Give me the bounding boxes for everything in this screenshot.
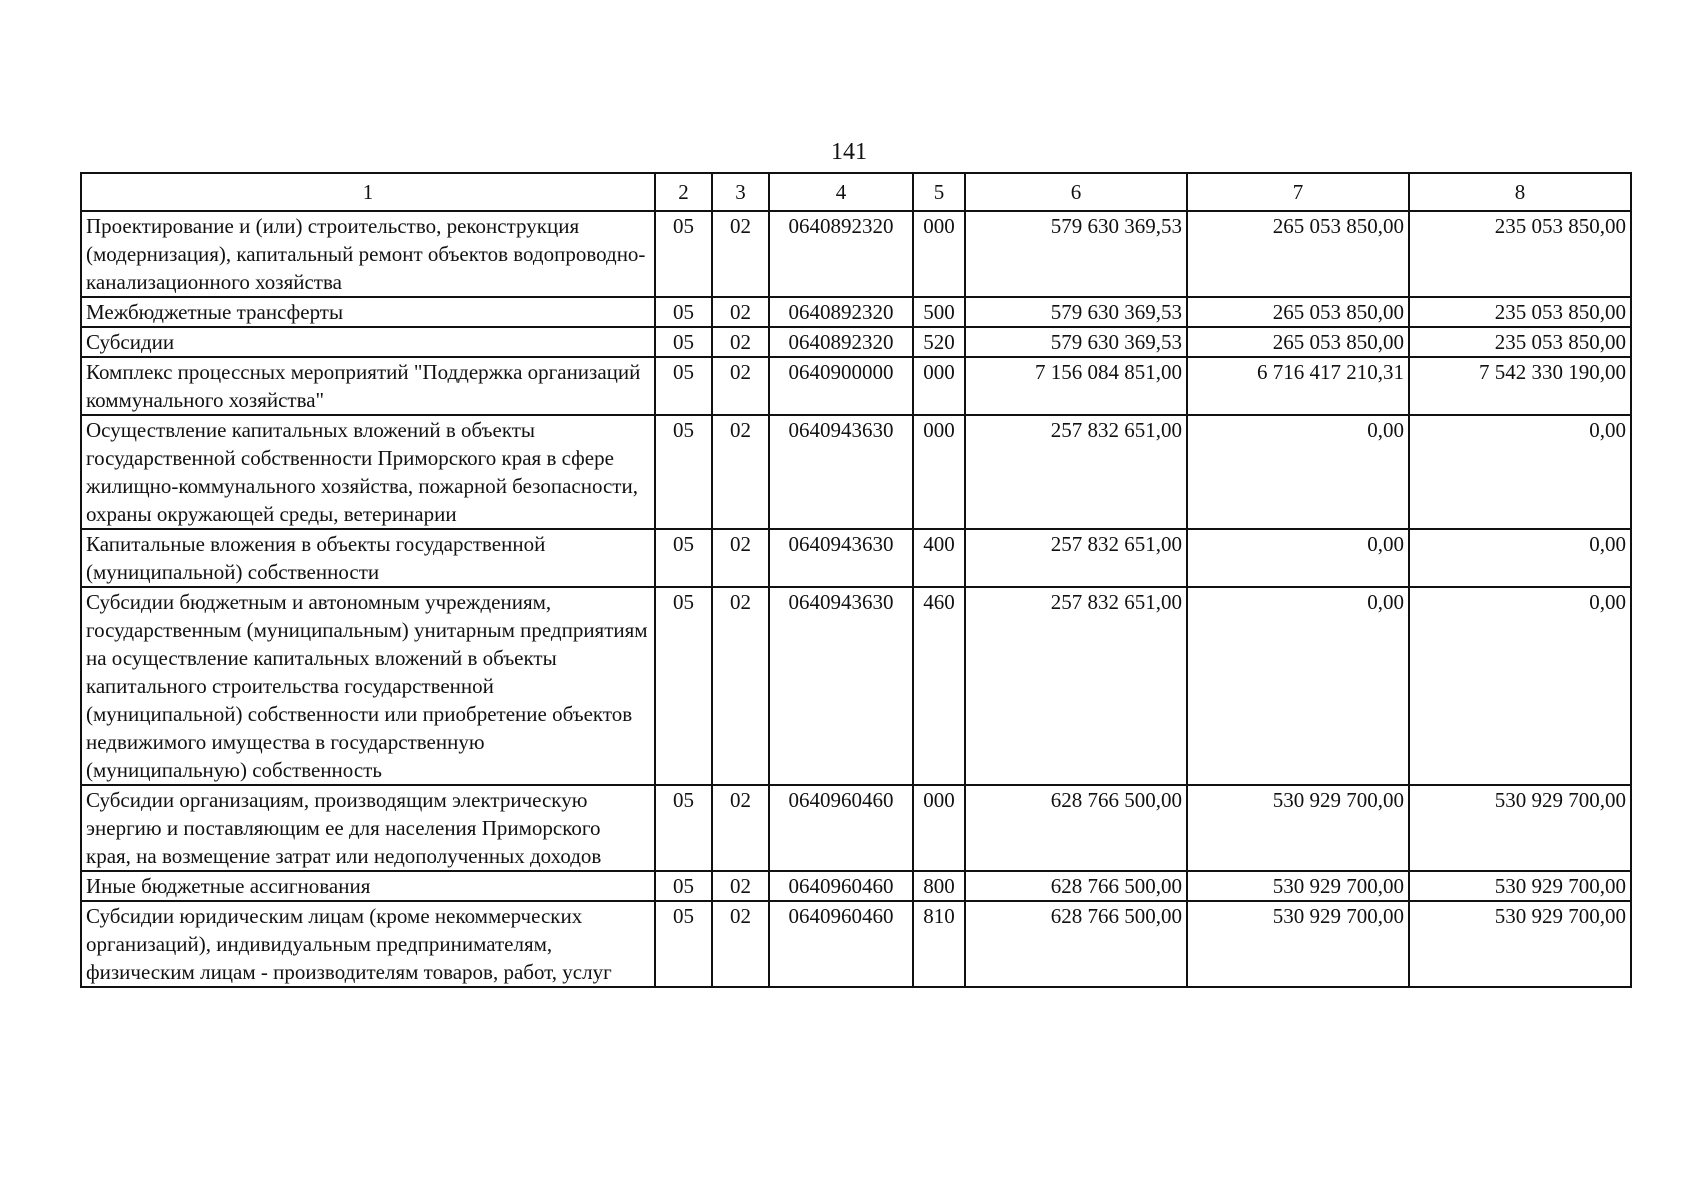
table-row <box>81 415 1631 529</box>
row-amount-7: 0,00 <box>1187 415 1409 529</box>
table-row <box>81 901 1631 987</box>
table-row <box>81 211 1631 297</box>
table-row <box>81 785 1631 871</box>
row-target-code: 0640943630 <box>769 415 913 529</box>
row-section: 05 <box>655 901 712 987</box>
row-target-code: 0640892320 <box>769 211 913 297</box>
header-row <box>81 173 1631 211</box>
row-subsection: 02 <box>712 357 769 415</box>
row-expense-type: 000 <box>913 415 965 529</box>
row-amount-6: 257 832 651,00 <box>965 415 1187 529</box>
table-row <box>81 871 1631 901</box>
row-target-code: 0640960460 <box>769 901 913 987</box>
row-target-code: 0640900000 <box>769 357 913 415</box>
row-name: Субсидии юридическим лицам (кроме некоммерческих организаций), индивидуальным предпринимателям, физическим лицам - производителям товаров, работ, услуг <box>81 901 655 987</box>
row-amount-6: 7 156 084 851,00 <box>965 357 1187 415</box>
row-expense-type: 000 <box>913 357 965 415</box>
table-row <box>81 357 1631 415</box>
row-expense-type: 460 <box>913 587 965 785</box>
row-expense-type: 810 <box>913 901 965 987</box>
row-amount-6: 628 766 500,00 <box>965 785 1187 871</box>
table-row <box>81 529 1631 587</box>
row-name: Осуществление капитальных вложений в объекты государственной собственности Приморского края в сфере жилищно-коммунального хозяйства, пожарной безопасности, охраны окружающей среды, ветеринарии <box>81 415 655 529</box>
column-header-1: 1 <box>81 173 655 211</box>
row-amount-8: 0,00 <box>1409 529 1631 587</box>
row-amount-7: 265 053 850,00 <box>1187 211 1409 297</box>
row-section: 05 <box>655 327 712 357</box>
row-expense-type: 000 <box>913 211 965 297</box>
row-amount-6: 257 832 651,00 <box>965 529 1187 587</box>
row-amount-8: 7 542 330 190,00 <box>1409 357 1631 415</box>
row-target-code: 0640892320 <box>769 297 913 327</box>
column-header-4: 4 <box>769 173 913 211</box>
row-amount-6: 628 766 500,00 <box>965 871 1187 901</box>
row-target-code: 0640943630 <box>769 587 913 785</box>
row-expense-type: 520 <box>913 327 965 357</box>
row-section: 05 <box>655 871 712 901</box>
row-target-code: 0640960460 <box>769 785 913 871</box>
row-subsection: 02 <box>712 785 769 871</box>
row-amount-7: 0,00 <box>1187 529 1409 587</box>
row-amount-8: 235 053 850,00 <box>1409 211 1631 297</box>
row-amount-8: 0,00 <box>1409 415 1631 529</box>
row-amount-8: 530 929 700,00 <box>1409 871 1631 901</box>
row-name: Комплекс процессных мероприятий "Поддержка организаций коммунального хозяйства" <box>81 357 655 415</box>
row-amount-8: 530 929 700,00 <box>1409 785 1631 871</box>
row-amount-6: 579 630 369,53 <box>965 211 1187 297</box>
row-amount-7: 530 929 700,00 <box>1187 785 1409 871</box>
row-amount-7: 265 053 850,00 <box>1187 297 1409 327</box>
column-header-2: 2 <box>655 173 712 211</box>
row-section: 05 <box>655 785 712 871</box>
row-amount-7: 6 716 417 210,31 <box>1187 357 1409 415</box>
table-row <box>81 297 1631 327</box>
row-expense-type: 800 <box>913 871 965 901</box>
row-amount-8: 530 929 700,00 <box>1409 901 1631 987</box>
row-amount-7: 530 929 700,00 <box>1187 901 1409 987</box>
column-header-5: 5 <box>913 173 965 211</box>
row-name: Проектирование и (или) строительство, реконструкция (модернизация), капитальный ремонт объектов водопроводно-канализационного хозяйства <box>81 211 655 297</box>
row-name: Межбюджетные трансферты <box>81 297 655 327</box>
row-amount-8: 235 053 850,00 <box>1409 297 1631 327</box>
row-amount-8: 0,00 <box>1409 587 1631 785</box>
row-name: Субсидии <box>81 327 655 357</box>
row-subsection: 02 <box>712 211 769 297</box>
row-amount-6: 628 766 500,00 <box>965 901 1187 987</box>
row-amount-6: 579 630 369,53 <box>965 327 1187 357</box>
row-amount-6: 579 630 369,53 <box>965 297 1187 327</box>
budget-table <box>80 172 1632 988</box>
column-header-6: 6 <box>965 173 1187 211</box>
row-amount-7: 265 053 850,00 <box>1187 327 1409 357</box>
page-number: 141 <box>831 139 867 165</box>
row-section: 05 <box>655 415 712 529</box>
row-subsection: 02 <box>712 529 769 587</box>
row-target-code: 0640892320 <box>769 327 913 357</box>
row-name: Субсидии организациям, производящим электрическую энергию и поставляющим ее для населения Приморского края, на возмещение затрат или недополученных доходов <box>81 785 655 871</box>
table-row <box>81 587 1631 785</box>
row-subsection: 02 <box>712 901 769 987</box>
row-subsection: 02 <box>712 587 769 785</box>
column-header-7: 7 <box>1187 173 1409 211</box>
row-section: 05 <box>655 357 712 415</box>
row-section: 05 <box>655 587 712 785</box>
row-target-code: 0640943630 <box>769 529 913 587</box>
row-amount-8: 235 053 850,00 <box>1409 327 1631 357</box>
row-expense-type: 400 <box>913 529 965 587</box>
row-name: Иные бюджетные ассигнования <box>81 871 655 901</box>
row-target-code: 0640960460 <box>769 871 913 901</box>
row-expense-type: 500 <box>913 297 965 327</box>
row-amount-7: 0,00 <box>1187 587 1409 785</box>
row-subsection: 02 <box>712 327 769 357</box>
row-subsection: 02 <box>712 297 769 327</box>
column-header-3: 3 <box>712 173 769 211</box>
row-subsection: 02 <box>712 415 769 529</box>
table-row <box>81 327 1631 357</box>
row-section: 05 <box>655 529 712 587</box>
row-amount-6: 257 832 651,00 <box>965 587 1187 785</box>
row-expense-type: 000 <box>913 785 965 871</box>
row-amount-7: 530 929 700,00 <box>1187 871 1409 901</box>
row-subsection: 02 <box>712 871 769 901</box>
column-header-8: 8 <box>1409 173 1631 211</box>
row-name: Субсидии бюджетным и автономным учреждениям, государственным (муниципальным) унитарным предприятиям на осуществление капитальных вложений в объекты капитального строительства государственной (муниципальной) собственности или приобретение объектов недвижимого имущества в государственную (муниципальную) собственность <box>81 587 655 785</box>
row-section: 05 <box>655 211 712 297</box>
row-section: 05 <box>655 297 712 327</box>
row-name: Капитальные вложения в объекты государственной (муниципальной) собственности <box>81 529 655 587</box>
